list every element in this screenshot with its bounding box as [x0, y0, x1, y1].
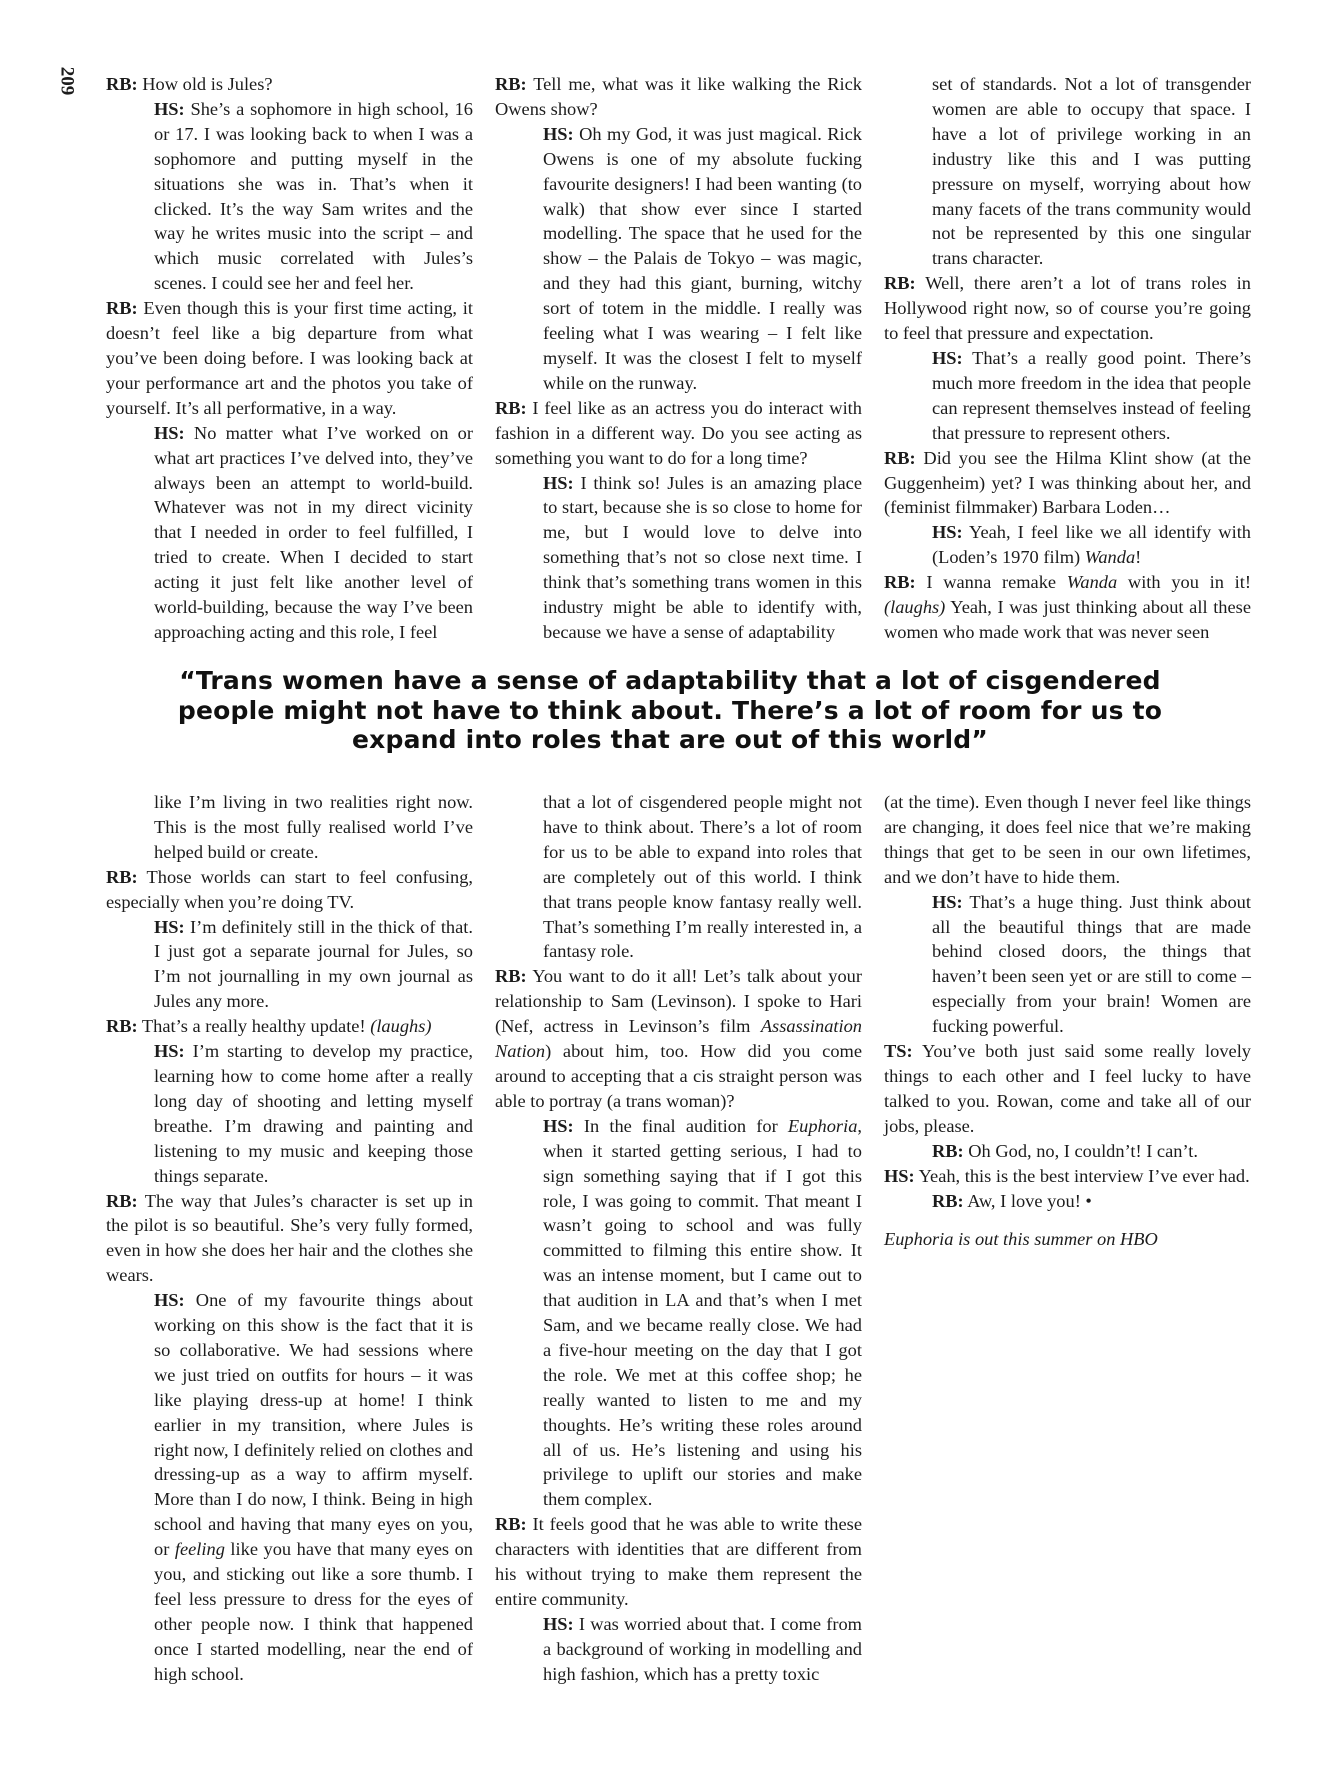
paragraph: RB: I wanna remake Wanda with you in it! (laughs) Yeah, I was just thinking about all these women who made work that was never seen	[884, 572, 1251, 642]
paragraph: RB: How old is Jules?	[106, 74, 273, 94]
paragraph: RB: The way that Jules’s character is set up in the pilot is so beautiful. She’s very fully formed, even in how she does her hair and the clothes she wears.	[106, 1190, 473, 1286]
paragraph: HS: I was worried about that. I come from a background of working in modelling and high fashion, which has a pretty toxic	[543, 1613, 862, 1684]
column-2-top	[495, 72, 862, 645]
paragraph: like I’m living in two realities right now. This is the most fully realised world I’ve helped build or create.	[154, 792, 473, 862]
paragraph: HS: She’s a sophomore in high school, 16 or 17. I was looking back to when I was a sophomore and putting myself in the situations she was in. That’s when it clicked. It’s the way Sam writes and the way he writes music into the script – and which music correlated with Jules’s scenes. I could see her and feel her.	[154, 98, 473, 294]
paragraph: RB: Those worlds can start to feel confusing, especially when you’re doing TV.	[106, 866, 473, 912]
column-1-bottom	[106, 790, 473, 1687]
paragraph: TS: You’ve both just said some really lovely things to each other and I feel lucky to have talked to you. Rowan, come and take all of our jobs, please.	[884, 1041, 1251, 1136]
footer-note: Euphoria is out this summer on HBO	[884, 1229, 1158, 1250]
paragraph: RB: That’s a really healthy update! (laughs)	[106, 1016, 432, 1037]
paragraph: RB: Aw, I love you! •	[932, 1190, 1092, 1211]
column-2-bottom	[495, 790, 862, 1687]
column-3-top	[884, 72, 1251, 645]
paragraph: RB: Tell me, what was it like walking the Rick Owens show?	[495, 74, 862, 119]
paragraph: HS: In the final audition for Euphoria, when it started getting serious, I had to sign something saying that if I got this role, I was going to commit. That meant I wasn’t going to school and was fully committed to filming this entire show. It was an intense moment, but I came out to that audition in LA and that’s when I met Sam, and we became really close. We had a five-hour meeting on the day that I got the role. We met at this coffee shop; he really wanted to listen to me and my thoughts. He’s writing these roles around all of us. He’s listening and using his privilege to uplift our stories and make them complex.	[543, 1115, 862, 1510]
column-1-top	[106, 72, 473, 645]
paragraph: HS: I’m starting to develop my practice, learning how to come home after a really long day of shooting and letting myself breathe. I’m drawing and painting and listening to my music and keeping those things separate.	[154, 1041, 473, 1186]
paragraph: RB: Even though this is your first time acting, it doesn’t feel like a big departure from what you’ve been doing before. I was looking back at your performance art and the photos you take of yourself. It’s all performative, in a way.	[106, 298, 473, 418]
paragraph: HS: I’m definitely still in the thick of that. I just got a separate journal for Jules, so I’m not journalling in my own journal as Jules any more.	[154, 916, 473, 1012]
paragraph: set of standards. Not a lot of transgender women are able to occupy that space. I have a lot of privilege working in an industry like this and I was putting pressure on myself, worrying about how many facets of the trans community would not be represented by this one singular trans character.	[932, 74, 1251, 269]
pull-quote: “Trans women have a sense of adaptability that a lot of cisgendered people might not have to think about. There’s a lot of room for us to expand into roles that are out of this world”	[177, 666, 1163, 754]
paragraph: HS: That’s a huge thing. Just think about all the beautiful things that are made behind closed doors, the things that haven’t been seen yet or are still to come – especially from your brain! Women are fucking powerful.	[932, 891, 1251, 1037]
paragraph: RB: It feels good that he was able to write these characters with identities that are different from his without trying to make them represent the entire community.	[495, 1514, 862, 1609]
paragraph: HS: Yeah, this is the best interview I’ve ever had.	[884, 1165, 1250, 1186]
paragraph: HS: I think so! Jules is an amazing place to start, because she is so close to home for me, but I would love to delve into something that’s not so close next time. I think that’s something trans women in this industry might be able to identify with, because we have a sense of adaptability	[543, 472, 862, 642]
column-3-bottom	[884, 790, 1251, 1252]
paragraph: RB: Well, there aren’t a lot of trans roles in Hollywood right now, so of course you’re going to feel that pressure and expectation.	[884, 273, 1251, 344]
paragraph: HS: That’s a really good point. There’s much more freedom in the idea that people can represent themselves instead of feeling that pressure to represent others.	[932, 347, 1251, 443]
paragraph: that a lot of cisgendered people might not have to think about. There’s a lot of room for us to be able to expand into roles that are completely out of this world. I think that trans people know fantasy really well. That’s something I’m really interested in, a fantasy role.	[543, 792, 862, 962]
paragraph: HS: Oh my God, it was just magical. Rick Owens is one of my absolute fucking favourite designers! I had been wanting (to walk) that show ever since I started modelling. The space that he used for the show – the Palais de Tokyo – was magic, and they had this giant, burning, witchy sort of totem in the middle. I really was feeling what I was wearing – I felt like myself. It was the closest I felt to myself while on the runway.	[543, 123, 863, 393]
paragraph: RB: I feel like as an actress you do interact with fashion in a different way. Do you see acting as something you want to do for a long time?	[495, 397, 862, 468]
paragraph: RB: You want to do it all! Let’s talk about your relationship to Sam (Levinson). I spoke to Hari (Nef, actress in Levinson’s film Assassination Nation) about him, too. How did you come around to accepting that a cis straight person was able to portray (a trans woman)?	[495, 966, 862, 1111]
paragraph: RB: Did you see the Hilma Klint show (at the Guggenheim) yet? I was thinking about her, and (feminist filmmaker) Barbara Loden…	[884, 447, 1251, 518]
page-number: 209	[56, 66, 78, 96]
paragraph: HS: No matter what I’ve worked on or what art practices I’ve delved into, they’ve always been an attempt to world-build. Whatever was not in my direct vicinity that I needed in order to feel fulfilled, I tried to create. When I decided to start acting it just felt like another level of world-building, because the way I’ve been approaching acting and this role, I feel	[154, 422, 473, 642]
paragraph: HS: Yeah, I feel like we all identify with (Loden’s 1970 film) Wanda!	[932, 522, 1251, 568]
paragraph: RB: Oh God, no, I couldn’t! I can’t.	[932, 1140, 1198, 1161]
paragraph: (at the time). Even though I never feel like things are changing, it does feel nice that we’re making things that get to be seen in our own lifetimes, and we don’t have to hide them.	[884, 792, 1251, 887]
paragraph: HS: One of my favourite things about working on this show is the fact that it is so collaborative. We had sessions where we just tried on outfits for hours – it was like playing dress-up at home! I think earlier in my transition, where Jules is right now, I definitely relied on clothes and dressing-up as a way to affirm myself. More than I do now, I think. Being in high school and having that many eyes on you, or feeling like you have that many eyes on you, and sticking out like a sore thumb. I feel less pressure to dress for the eyes of other people now. I think that happened once I started modelling, near the end of high school.	[154, 1290, 473, 1684]
